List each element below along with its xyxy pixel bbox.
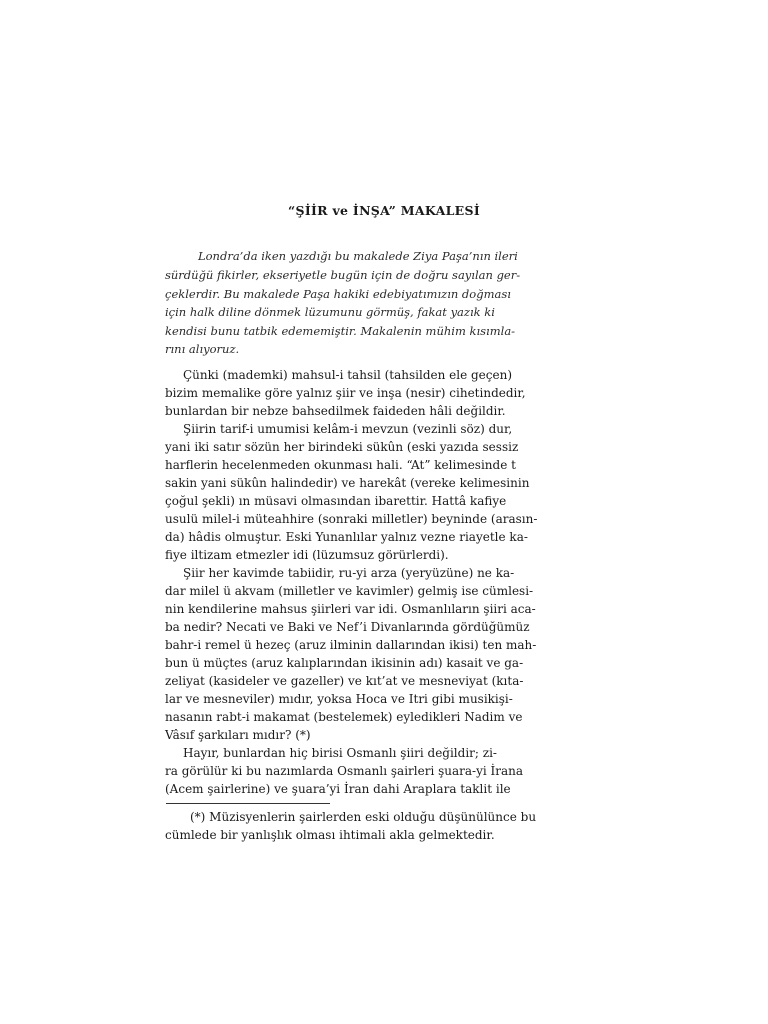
body-line: Şiir her kavimde tabiidir, ru-yi arza (yeryüzüne) ne ka- [183, 566, 515, 580]
body-line: zeliyat (kasideler ve gazeller) ve kıt’at ve mesneviyat (kıta- [165, 674, 524, 688]
body-line: ra görülür ki bu nazımlarda Osmanlı şairleri şuara-yi İrana [165, 764, 524, 778]
intro-line: sürdüğü fikirler, ekseriyetle bugün için de doğru sayılan ger- [165, 268, 521, 282]
body-line: ba nedir? Necati ve Baki ve Nef’i Divanlarında gördüğümüz [165, 620, 530, 634]
body-line: bunlardan bir nebze bahsedilmek faideden hâli değildir. [165, 404, 506, 418]
body-line: dar milel ü akvam (milletler ve kavimler) gelmiş ise cümlesi- [165, 584, 534, 598]
intro-line: için halk diline dönmek lüzumunu görmüş, fakat yazık ki [165, 305, 495, 319]
intro-line: çeklerdir. Bu makalede Paşa hakiki edebiyatımızın doğması [165, 287, 511, 301]
footnote-line: cümlede bir yanlışlık olması ihtimali akla gelmektedir. [165, 828, 495, 842]
body-line: Hayır, bunlardan hiç birisi Osmanlı şiiri değildir; zi- [183, 746, 497, 760]
intro-line: Londra’da iken yazdığı bu makalede Ziya Paşa’nın ileri [198, 249, 518, 263]
body-line: nin kendilerine mahsus şiirleri var idi. Osmanlıların şiiri aca- [165, 602, 536, 616]
body-line: harflerin hecelenmeden okunması hali. “At” kelimesinde t [165, 458, 516, 472]
body-line: yani iki satır sözün her birindeki sükûn (eski yazıda sessiz [165, 440, 519, 454]
body-line: Çünki (mademki) mahsul-i tahsil (tahsilden ele geçen) [183, 368, 513, 382]
body-line: Şiirin tarif-i umumisi kelâm-i mevzun (vezinli söz) dur, [183, 422, 513, 436]
page-title: “ŞİİR ve İNŞA” MAKALESİ [288, 203, 480, 218]
intro-line: rını alıyoruz. [165, 342, 240, 356]
body-line: bizim memalike göre yalnız şiir ve inşa (nesir) cihetindedir, [165, 386, 526, 400]
intro-line: kendisi bunu tatbik edememiştir. Makalenin mühim kısımla- [165, 324, 516, 338]
body-line: Vâsıf şarkıları mıdır? (*) [165, 728, 311, 742]
body-line: sakin yani sükûn halindedir) ve harekât (vereke kelimesinin [165, 476, 530, 490]
body-line: fiye iltizam etmezler idi (lüzumsuz görürlerdi). [165, 548, 449, 562]
body-line: nasanın rabt-i makamat (bestelemek) eyledikleri Nadim ve [165, 710, 523, 724]
body-line: çoğul şekli) ın müsavi olmasından ibarettir. Hattâ kafiye [165, 494, 507, 508]
footnote-line: (*) Müzisyenlerin şairlerden eski olduğu düşünülünce bu [190, 810, 537, 824]
footnote-rule [166, 803, 330, 804]
body-line: bahr-i remel ü hezeç (aruz ilminin dallarından ikisi) ten mah- [165, 638, 537, 652]
body-line: lar ve mesneviler) mıdır, yoksa Hoca ve Itri gibi musikişi- [165, 692, 513, 706]
body-line: usulü milel-i müteahhire (sonraki milletler) beyninde (arasın- [165, 512, 538, 526]
body-line: da) hâdis olmuştur. Eski Yunanlılar yalnız vezne riayetle ka- [165, 530, 528, 544]
body-line: bun ü müçtes (aruz kalıplarından ikisinin adı) kasait ve ga- [165, 656, 524, 670]
body-line: (Acem şairlerine) ve şuara’yi İran dahi Araplara taklit ile [165, 782, 511, 796]
